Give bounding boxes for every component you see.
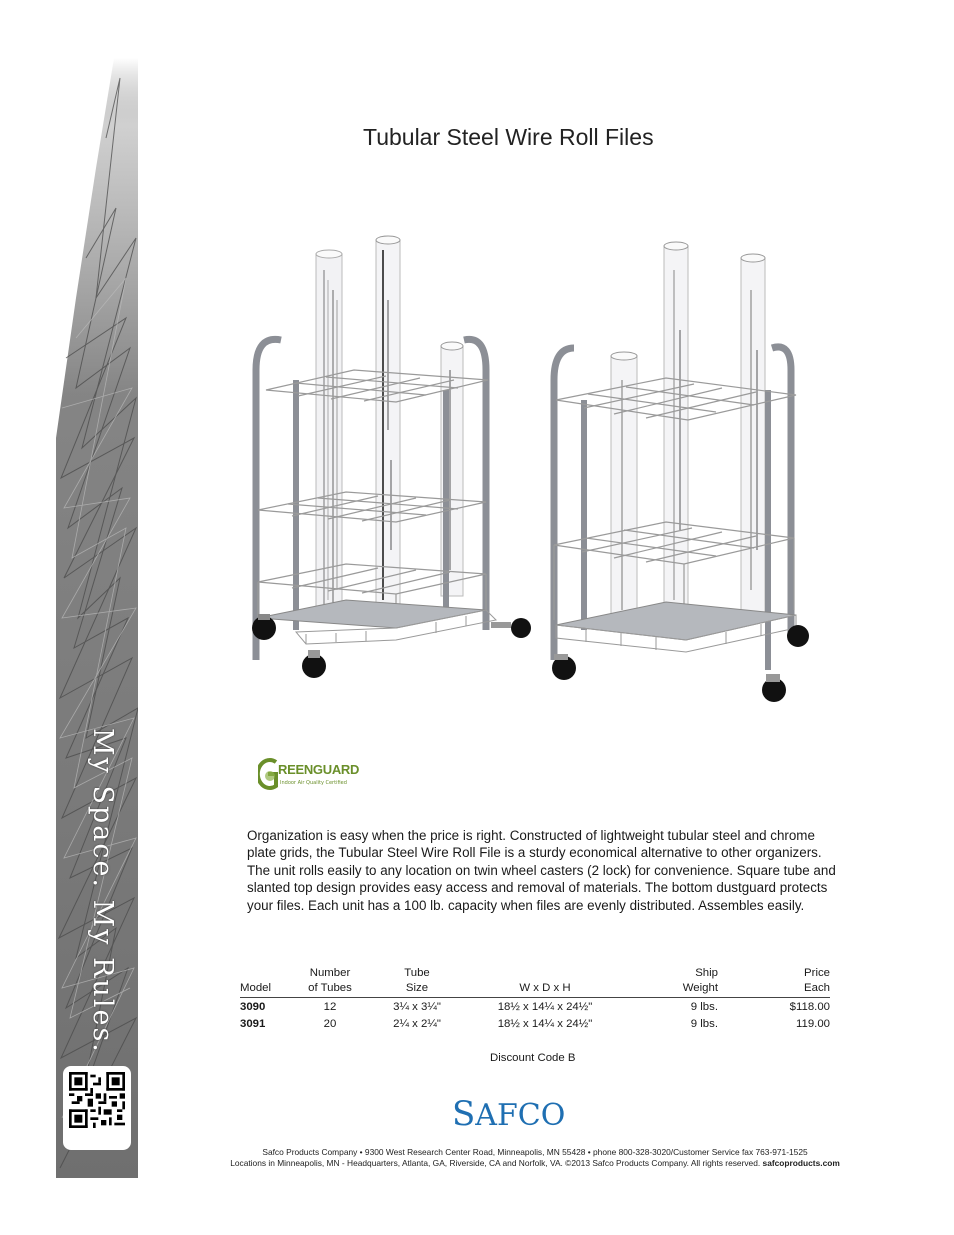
spec-table [240,966,830,1032]
header-top-model [240,966,296,981]
header-top-tube: Tube [404,967,430,979]
header-dimensions: W x D x H [470,981,620,998]
footer-url-link[interactable]: safcoproducts.com [762,1158,840,1169]
table-header-bottom [240,981,830,998]
cell-price: $118.00 [789,1001,830,1013]
cell-tube-size: 2¼ x 2¼" [393,1018,441,1030]
footer [150,1147,920,1170]
cell-dimensions: 18½ x 14¼ x 24½" [497,1001,593,1013]
table-row [240,1015,830,1032]
header-model: Model [240,981,296,998]
discount-code: Discount Code B [490,1052,576,1064]
footer-address: Safco Products Company • 9300 West Research Center Road, Minneapolis, MN 55428 • phone 800-328-3020/Customer Service fax 763-971-1525 [262,1147,808,1157]
header-top-number: Number [309,967,351,979]
cell-model: 3091 [240,1018,266,1030]
safco-wordmark-rest: AFCO [475,1098,566,1133]
safco-wordmark [452,1094,565,1134]
safco-logo [452,1094,566,1134]
side-tagline: My Space. My Rules. [87,728,118,1054]
cell-ship-weight: 9 lbs. [690,1018,718,1030]
cell-dimensions: 18½ x 14¼ x 24½" [497,1018,593,1030]
qr-caption: work happy [73,1138,123,1147]
product-photo [236,230,826,710]
header-number-of-tubes: of Tubes [296,981,364,998]
header-top-dims [470,966,620,981]
header-top-ship: Ship [695,967,718,979]
footer-locations-text: Locations in Minneapolis, MN - Headquarters, Atlanta, GA, Riverside, CA and Norfolk, VA. ©2013 Safco Products Company. All rights reserved. [230,1158,761,1169]
page-title: Tubular Steel Wire Roll Files [363,124,654,150]
header-ship-weight: Weight [620,981,740,998]
product-description: Organization is easy when the price is right. Constructed of lightweight tubular steel and chrome plate grids, the Tubular Steel Wire Roll File is a sturdy economical alternative to other organizers. The unit rolls easily to any location on twin wheel casters (2 lock) for convenience. Square tube and slanted top design provides easy access and removal of materials. The bottom dustguard protects your files. Each unit has a 100 lb. capacity when files are evenly distributed. Assembles easily. [247,828,836,913]
header-price-each: Each [740,981,830,998]
greenguard-subtitle: Indoor Air Quality Certified [280,780,347,786]
safco-wordmark-initial: S [452,1094,476,1134]
roll-file-cart-left [252,236,531,678]
greenguard-g-icon [258,756,280,792]
cell-tube-size: 3¼ x 3¼" [393,1001,441,1013]
table-header-top [240,966,830,981]
header-tube-size: Size [364,981,470,998]
cell-number-of-tubes: 20 [323,1018,337,1030]
cell-model: 3090 [240,1001,266,1013]
qr-code-icon [69,1072,125,1128]
cell-price: 119.00 [796,1018,830,1030]
table-row [240,998,830,1016]
cell-number-of-tubes: 12 [323,1001,337,1013]
greenguard-wordmark: REENGUARD [278,762,360,777]
greenguard-logo [258,752,368,798]
roll-file-cart-right [552,242,809,702]
header-top-price: Price [804,967,830,979]
cell-ship-weight: 9 lbs. [690,1001,718,1013]
footer-locations [150,1158,920,1169]
